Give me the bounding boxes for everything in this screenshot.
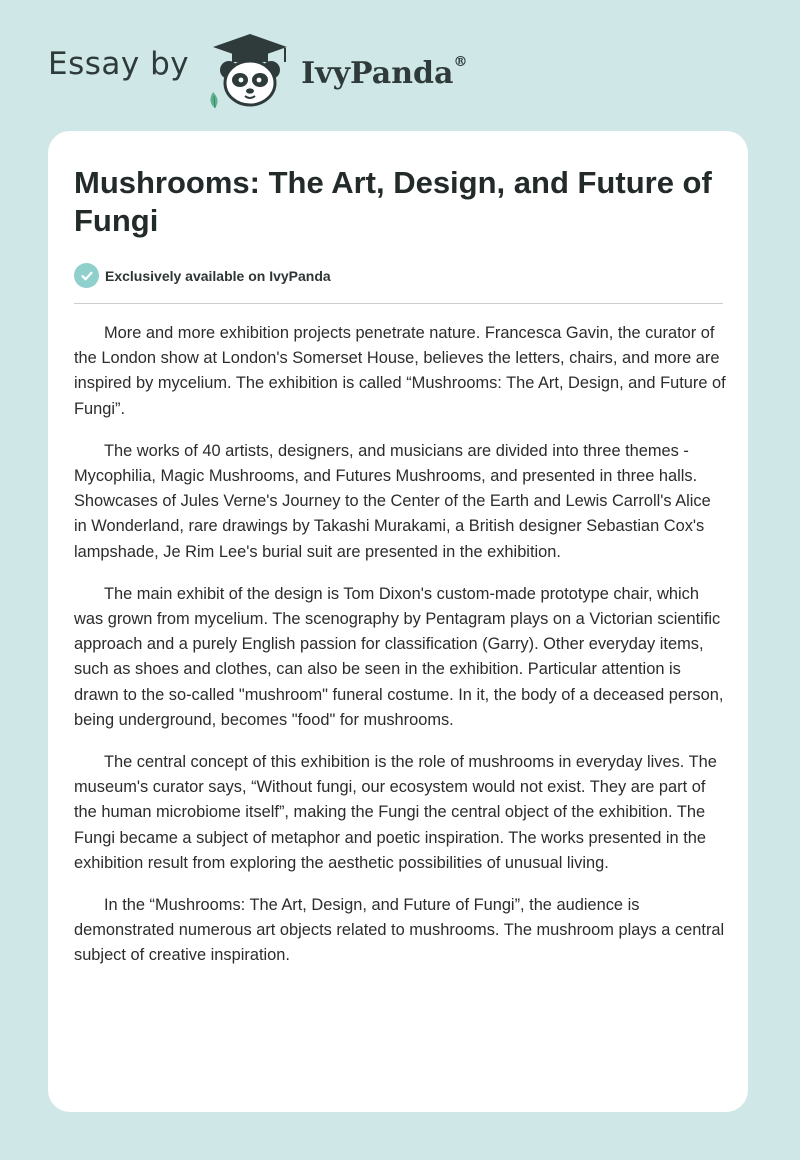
essay-body	[74, 321, 726, 986]
paragraph: In the “Mushrooms: The Art, Design, and Future of Fungi”, the audience is demonstrated numerous art objects related to mushrooms. The mushroom plays a central subject of creative inspiration.	[74, 896, 725, 965]
exclusive-badge	[74, 263, 331, 288]
paragraph: More and more exhibition projects penetrate nature. Francesca Gavin, the curator of the London show at London's Somerset House, believes the letters, chairs, and more are inspired by mycelium. The exhibition is called “Mushrooms: The Art, Design, and Future of Fungi”.	[74, 324, 726, 418]
panda-logo-icon[interactable]	[205, 30, 295, 110]
essay-title: Mushrooms: The Art, Design, and Future of Fungi	[74, 165, 712, 238]
brand-text: IvyPanda	[301, 55, 454, 91]
brand-name[interactable]	[301, 53, 468, 91]
divider	[74, 303, 723, 304]
paragraph: The works of 40 artists, designers, and musicians are divided into three themes - Mycophilia, Magic Mushrooms, and Futures Mushrooms, and presented in three halls. Showcases of Jules Verne's Journey to the Center of the Earth and Lewis Carroll's Alice in Wonderland, rare drawings by Takashi Murakami, a British designer Sebastian Cox's lampshade, Je Rim Lee's burial suit are presented in the exhibition.	[74, 441, 711, 561]
essay-by-label: Essay by	[48, 46, 190, 82]
site-header	[48, 30, 467, 110]
essay-card	[48, 131, 748, 1112]
registered-mark: ®	[453, 53, 468, 70]
check-icon	[74, 263, 99, 288]
paragraph: The main exhibit of the design is Tom Dixon's custom-made prototype chair, which was grown from mycelium. The scenography by Pentagram plays on a Victorian scientific approach and a purely English passion for classification (Garry). Other everyday items, such as shoes and clothes, can also be seen in the exhibition. Particular attention is drawn to the so-called "mushroom" funeral costume. In it, the body of a deceased person, being underground, becomes "food" for mushrooms.	[74, 584, 724, 729]
badge-text: Exclusively available on IvyPanda	[105, 267, 331, 284]
paragraph: The central concept of this exhibition is the role of mushrooms in everyday lives. The museum's curator says, “Without fungi, our ecosystem would not exist. They are part of the human microbiome itself”, making the Fungi the central object of the exhibition. The Fungi became a subject of metaphor and poetic inspiration. The works presented in the exhibition result from exploring the aesthetic possibilities of unusual living.	[74, 753, 717, 872]
